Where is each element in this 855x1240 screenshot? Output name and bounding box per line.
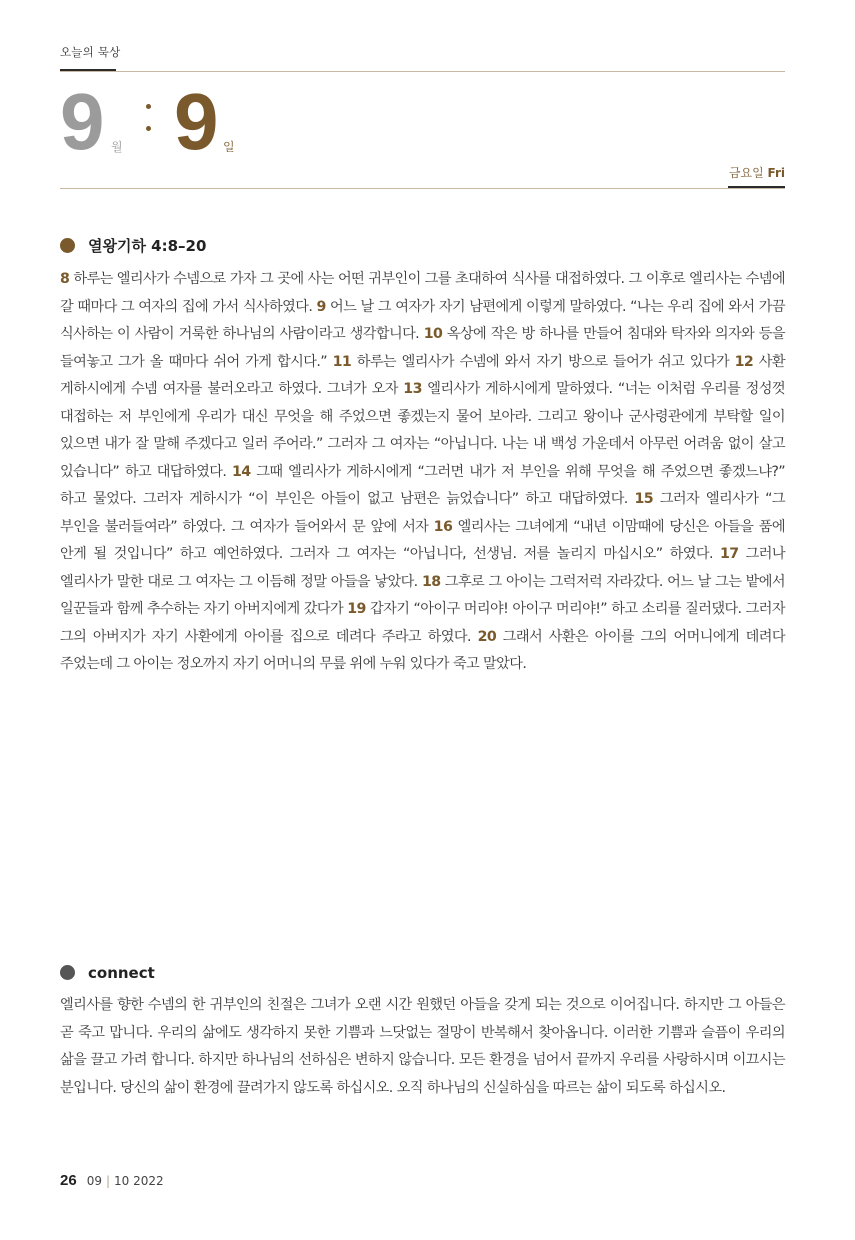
verse-text: 엘리사는 그녀에게 “내년 이맘때에 당신은 아들을 품에 안게 될 것입니다” 하고 예언하였다. 그러자 그 여자는 “아닙니다, 선생님. 저를 놀리지 마십시오” 하였다.: [60, 518, 785, 562]
verse-number: 10: [423, 326, 443, 342]
page-number: 26: [60, 1172, 77, 1189]
verse-text: 어느 날 그 여자가 자기 남편에게 이렇게 말하였다. “나는 우리 집에 와서 가끔 식사하는 이 사람이 거룩한 하나님의 사람이라고 생각합니다.: [60, 298, 785, 342]
verse-text: 엘리사가 게하시에게 말하였다. “너는 이처럼 우리를 정성껏 대접하는 저 부인에게 우리가 대신 무엇을 해 주었으면 좋겠는지 물어 보아라. 그리고 왕이나 군사령관에게 부탁할 일이 있으면 내가 잘 말해 주겠다고 일러 주어라.” 그러자 그 여자는 “아닙니다. 나는 내 백성 가운데서 아무런 어려움 없이 살고 있습니다” 하고 대답하였다.: [60, 381, 785, 480]
verse-number: 13: [403, 381, 422, 397]
top-divider: [60, 71, 785, 72]
mid-divider: [60, 188, 785, 189]
verse-number: 20: [477, 628, 497, 645]
scripture-heading: [60, 235, 206, 256]
scripture-reference: 열왕기하 4:8–20: [88, 237, 207, 255]
verse-text: 하루는 엘리사가 수넴에 와서 자기 방으로 들어가 쉬고 있다가: [351, 353, 735, 370]
scripture-text: [60, 266, 785, 679]
verse-text: 사환 게하시에게 수넴 여자를 불러오라고 하였다. 그녀가 오자: [60, 353, 786, 397]
verse-text: 하루는 엘리사가 수넴으로 가자 그 곳에 사는 어떤 귀부인이 그를 초대하여 식사를 대접하였다. 그 이후로 엘리사는 수넴에 갈 때마다 그 여자의 집에 가서 식사하였다.: [60, 271, 785, 315]
bullet-dot: [60, 238, 75, 253]
issue-month: 09: [86, 1174, 102, 1188]
footer: [60, 1172, 164, 1189]
verse-text: 옥상에 작은 방 하나를 만들어 침대와 탁자와 의자와 등을 들여놓고 그가 올 때마다 쉬어 가게 합시다.”: [60, 326, 785, 370]
verse-text: 그러자 엘리사가 “그 부인을 불러들여라” 하였다. 그 여자가 들어와서 문 앞에 서자: [60, 491, 785, 535]
weekday-label: [729, 164, 785, 181]
verse-number: 11: [332, 353, 352, 370]
verse-text: 갑자기 “아이구 머리야! 아이구 머리야!” 하고 소리를 질러댔다. 그러자 그의 아버지가 자기 사환에게 아이를 집으로 데려다 주라고 하였다.: [60, 601, 785, 645]
verse-number: 12: [734, 353, 754, 370]
verse-number: 16: [433, 518, 453, 535]
connect-body: 엘리사를 향한 수넴의 한 귀부인의 친절은 그녀가 오랜 시간 원했던 아들을 갖게 되는 것으로 이어집니다. 하지만 그 아들은 곧 죽고 맙니다. 우리의 삶에도 생각하지 못한 기쁨과 느닷없는 절망이 반복해서 찾아옵니다. 이러한 기쁨과 슬픔이 우리의 삶을 끌고 가려 합니다. 하지만 하나님의 선하심은 변하지 않습니다. 모든 환경을 넘어서 끝까지 우리를 사랑하시며 이끄시는 분입니다. 당신의 삶이 환경에 끌려가지 않도록 하십시오. 오직 하나님의 신실하심을 따르는 삶이 되도록 하십시오.: [60, 997, 785, 1096]
connect-heading: [60, 964, 155, 982]
month-unit: 월: [111, 140, 123, 154]
day-unit: 일: [223, 140, 235, 154]
date-colon: [146, 104, 152, 148]
verse-text: 그래서 사환은 아이를 그의 어머니에게 데려다 주었는데 그 아이는 정오까지 자기 어머니의 무릎 위에 누워 있다가 죽고 말았다.: [60, 628, 785, 672]
weekday-en: Fri: [767, 166, 785, 180]
verse-text: 그러나 엘리사가 말한 대로 그 여자는 그 이듬해 정말 아들을 낳았다.: [60, 546, 785, 590]
verse-number: 9: [316, 298, 326, 315]
section-title: 오늘의 묵상: [60, 45, 121, 59]
verse-number: 19: [347, 601, 366, 617]
verse-text: 그후로 그 아이는 그럭저럭 자라갔다. 어느 날 그는 밭에서 일꾼들과 함께 추수하는 자기 아버지에게 갔다가: [60, 573, 785, 617]
verse-text: 그때 엘리사가 게하시에게 “그러면 내가 저 부인을 위해 무엇을 해 주었으면 좋겠느냐?” 하고 물었다. 그러자 게하시가 “이 부인은 아들이 없고 남편은 늙었습니다” 하고 대답하였다.: [60, 463, 786, 507]
bullet-dot: [60, 965, 75, 980]
month-number: 9: [60, 77, 103, 166]
verse-number: 14: [231, 463, 251, 480]
verse-number: 17: [720, 546, 739, 562]
verse-number: 15: [634, 491, 654, 507]
weekday-ko: 금요일: [728, 166, 764, 180]
verse-number: 18: [421, 573, 441, 590]
footer-separator: |: [105, 1174, 111, 1188]
issue-date: 10 2022: [114, 1174, 164, 1188]
connect-title: connect: [88, 964, 155, 982]
verse-number: 8: [60, 271, 70, 287]
day-number: 9: [174, 77, 217, 166]
